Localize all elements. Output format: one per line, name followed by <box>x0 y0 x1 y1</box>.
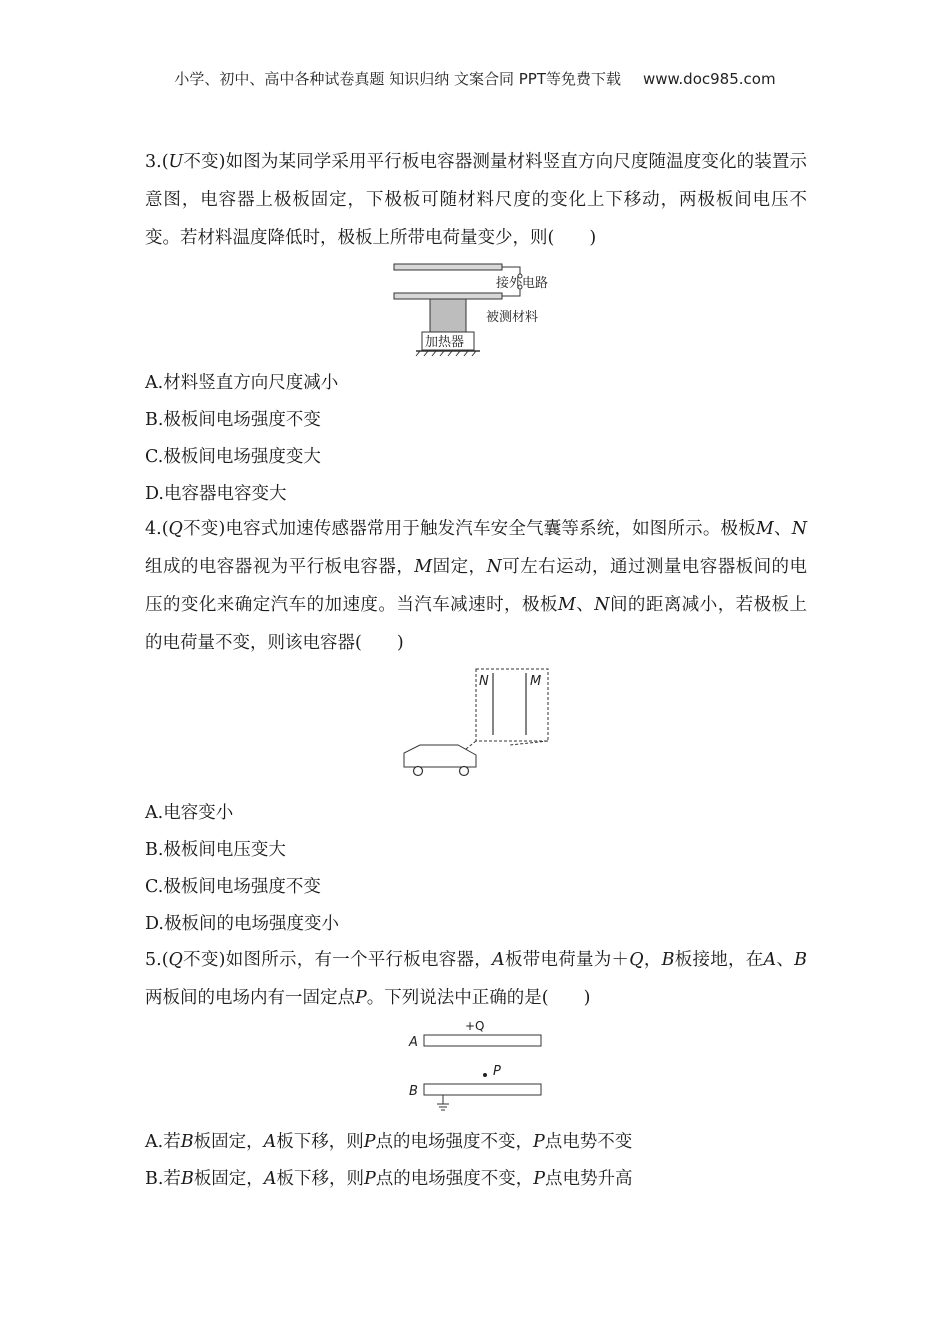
header-site-link[interactable]: www.doc985.com <box>642 70 776 88</box>
q4-var-n-2: N <box>486 557 502 577</box>
plate-b <box>424 1084 541 1095</box>
q5-option-b[interactable] <box>145 1161 807 1198</box>
q3-apparatus-diagram <box>390 262 570 362</box>
question-3-options <box>145 365 807 513</box>
q5-sep: 、 <box>776 950 795 970</box>
q5-oa-v2: A <box>263 1132 277 1152</box>
q5-oa-v3: P <box>363 1132 376 1152</box>
q4-var-n: N <box>791 519 808 539</box>
q4-var-n-3: N <box>594 595 610 615</box>
material-block <box>430 299 466 332</box>
label-external-circuit: 接外电路 <box>496 276 549 291</box>
q4-number: 4. <box>145 519 162 539</box>
q4-option-b[interactable]: B.极板间电压变大 <box>145 840 286 860</box>
q4-var-m: M <box>755 519 774 539</box>
q4-tag-var: Q <box>168 519 183 539</box>
q4-sep: 、 <box>773 519 792 539</box>
question-5-options <box>145 1124 807 1198</box>
q4-stem-1: 电容式加速传感器常用于触发汽车安全气囊等系统，如图所示。极板 <box>225 519 756 539</box>
q5-figure <box>405 1016 550 1116</box>
q3-tag-text: 不变 <box>183 152 219 172</box>
q4-option-c[interactable]: C.极板间电场强度不变 <box>145 877 321 897</box>
q5-stem-4: 板接地，在 <box>674 950 764 970</box>
q5-stem-3: ， <box>643 950 662 970</box>
q5-stem-6: 。下列说法中正确的是( ) <box>366 988 591 1008</box>
q5-oa-end: 点电势不变 <box>544 1132 633 1152</box>
q5-capacitor-diagram <box>405 1016 550 1116</box>
q5-oa-mid1: 板固定， <box>193 1132 264 1152</box>
label-m: M <box>530 674 542 689</box>
q4-sep-2: 、 <box>575 595 595 615</box>
q5-var-a: A <box>492 950 505 970</box>
q4-option-d[interactable]: D.极板间的电场强度变小 <box>145 914 339 934</box>
q3-stem-text: 如图为某同学采用平行板电容器测量材料竖直方向尺度随温度变化的装置示意图，电容器上极板固定，下极板可随材料尺度的变化上下移动，两极板间电压不变。若材料温度降低时，极板上所带电荷量变少，则( ) <box>145 152 808 248</box>
car-body <box>404 745 476 767</box>
car-wheel-rear <box>414 767 423 776</box>
question-5-stem: 5.(Q不变)如图所示，有一个平行板电容器，A板带电荷量为＋Q，B板接地，在A、B两板间的电场内有一固定点P。下列说法中正确的是( ) <box>145 950 808 1008</box>
q5-oa-mid2: 板下移，则 <box>276 1132 364 1152</box>
q3-number: 3. <box>145 152 162 172</box>
q5-ob-end: 点电势升高 <box>545 1169 633 1189</box>
q5-ob-v4: P <box>533 1169 546 1189</box>
top-plate <box>394 264 502 270</box>
label-a: A <box>409 1035 418 1050</box>
q4-option-a[interactable]: A.电容变小 <box>145 803 234 823</box>
q5-ob-mid3: 点的电场强度不变， <box>375 1169 534 1189</box>
page-header <box>0 68 950 89</box>
q3-tag-var: U <box>168 152 184 172</box>
q5-ob-v2: A <box>263 1169 277 1189</box>
q5-var-b-2: B <box>794 950 808 970</box>
q5-ob-v3: P <box>363 1169 376 1189</box>
q4-var-m-3: M <box>557 595 576 615</box>
q5-tag-var: Q <box>168 950 183 970</box>
question-5 <box>145 941 807 1017</box>
question-4-options <box>145 795 807 943</box>
zoom-lines <box>466 741 548 749</box>
label-heater: 加热器 <box>425 335 465 350</box>
label-p: P <box>493 1064 501 1079</box>
q5-var-p: P <box>355 988 367 1008</box>
label-b: B <box>409 1084 418 1099</box>
q5-oa-prefix: A.若 <box>145 1132 181 1152</box>
q5-oa-v4: P <box>533 1132 545 1152</box>
question-4 <box>145 510 807 662</box>
q4-tag-text: 不变 <box>182 519 219 539</box>
q5-ob-mid1: 板固定， <box>193 1169 264 1189</box>
question-4-stem: 4.(Q不变)电容式加速传感器常用于触发汽车安全气囊等系统，如图所示。极板M、N组成的电容器视为平行板电容器，M固定，N可左右运动，通过测量电容器板间的电压的变化来确定汽车的加速度。当汽车减速时，极板M、N间的距离减小，若极板上的电荷量不变，则该电容器( ) <box>145 519 808 653</box>
label-n: N <box>479 674 489 689</box>
label-plus-q: +Q <box>465 1019 485 1033</box>
question-3-stem: 3.(U不变)如图为某同学采用平行板电容器测量材料竖直方向尺度随温度变化的装置示意图，电容器上极板固定，下极板可随材料尺度的变化上下移动，两极板间电压不变。若材料温度降低时，极板上所带电荷量变少，则( ) <box>145 152 808 248</box>
q3-option-b[interactable]: B.极板间电场强度不变 <box>145 410 321 430</box>
q3-option-c[interactable]: C.极板间电场强度变大 <box>145 447 321 467</box>
q5-ob-prefix: B.若 <box>145 1169 181 1189</box>
q5-option-a[interactable] <box>145 1124 807 1161</box>
q4-figure <box>398 665 553 783</box>
q4-var-m-2: M <box>414 557 433 577</box>
question-3 <box>145 143 807 257</box>
header-text: 小学、初中、高中各种试卷真题 知识归纳 文案合同 PPT等免费下载 <box>174 70 621 88</box>
q5-var-q: Q <box>629 950 644 970</box>
q5-tag-text: 不变 <box>182 950 219 970</box>
q3-option-d[interactable]: D.电容器电容变大 <box>145 484 287 504</box>
q5-stem-5: 两板间的电场内有一固定点 <box>145 988 355 1008</box>
q5-ob-mid2: 板下移，则 <box>276 1169 364 1189</box>
q4-stem-3: 固定， <box>432 557 487 577</box>
q3-figure <box>390 262 570 362</box>
q5-number: 5. <box>145 950 162 970</box>
q4-stem-4: 可左右运动，通过测量电容器板间的电压的变化来确定汽车的加速度。当汽车减速时，极板 <box>145 557 808 615</box>
point-p <box>483 1073 487 1077</box>
q5-stem-1: 如图所示，有一个平行板电容器， <box>225 950 493 970</box>
q5-ob-v1: B <box>180 1169 194 1189</box>
q5-var-a-2: A <box>763 950 777 970</box>
q4-sensor-diagram <box>398 665 553 783</box>
q5-oa-v1: B <box>180 1132 194 1152</box>
q5-oa-mid3: 点的电场强度不变， <box>375 1132 533 1152</box>
q5-var-b: B <box>661 950 675 970</box>
plate-a <box>424 1035 541 1046</box>
q4-stem-2: 组成的电容器视为平行板电容器， <box>145 557 415 577</box>
label-material: 被测材料 <box>486 310 539 325</box>
car-wheel-front <box>460 767 469 776</box>
bottom-plate <box>394 293 502 299</box>
q5-stem-2: 板带电荷量为＋ <box>504 950 630 970</box>
q4-stem-5: 间的距离减小，若极板上的电荷量不变，则该电容器( ) <box>145 595 808 653</box>
q3-option-a[interactable]: A.材料竖直方向尺度减小 <box>145 373 339 393</box>
